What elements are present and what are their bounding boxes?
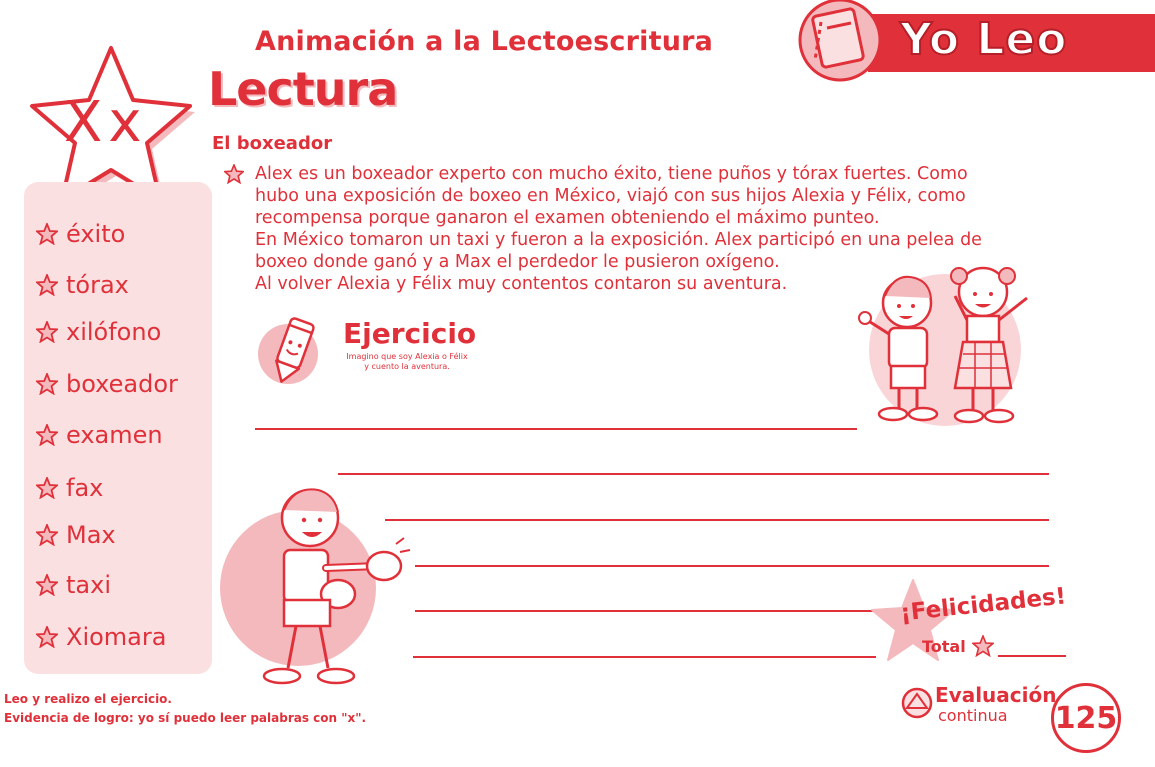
star-bullet-icon [36,574,58,596]
word-label: xilófono [66,318,162,346]
pencil-icon [254,310,334,390]
story-line: recompensa porque ganaron el examen obteniendo el máximo punteo. [255,208,880,228]
word-list-item [36,571,111,599]
star-bullet-icon [36,477,58,499]
series-title: Animación a la Lectoescritura [255,26,714,57]
story-line: boxeo donde ganó y a Max el perdedor le pusieron oxígeno. [255,252,780,272]
word-label: fax [66,474,104,502]
section-title: Lectura [208,62,398,116]
letter-badge-text: Xx [64,90,148,155]
writing-line[interactable] [415,610,878,612]
story-line: En México tomaron un taxi y fueron a la exposición. Alex participó en una pelea de [255,230,982,250]
word-label: taxi [66,571,111,599]
word-label: éxito [66,220,126,248]
word-label: tórax [66,271,129,299]
story-line: hubo una exposición de boxeo en México, viajó con sus hijos Alexia y Félix, como [255,186,966,206]
writing-line[interactable] [413,656,876,658]
exercise-instruction [337,352,477,372]
star-bullet-icon [36,424,58,446]
star-bullet-icon [36,223,58,245]
word-list-item [36,421,163,449]
exercise-instruction-line: y cuento la aventura. [364,362,450,371]
footer-achievement: Evidencia de logro: yo sí puedo leer palabras con "x". [4,711,367,725]
word-list-item [36,271,129,299]
word-list-item [36,220,125,248]
footer-instruction: Leo y realizo el ejercicio. [4,692,172,706]
word-list-item [36,623,166,651]
story-line: Alex es un boxeador experto con mucho éxito, tiene puños y tórax fuertes. Como [255,164,968,184]
word-label: Xiomara [66,623,167,651]
writing-line[interactable] [385,519,1049,521]
story-title: El boxeador [212,133,333,154]
total-label: Total [922,637,966,656]
word-list-item [36,318,161,346]
word-list-item [36,370,178,398]
star-bullet-icon [36,524,58,546]
page-number: 125 [1051,683,1121,753]
word-list-item [36,521,116,549]
word-list-item [36,474,103,502]
word-label: Max [66,521,116,549]
exercise-instruction-line: Imagino que soy Alexia o Félix [346,352,468,361]
star-bullet-icon [36,274,58,296]
star-bullet-icon [224,164,244,184]
brand-title: Yo Leo [900,14,1068,65]
exercise-title: Ejercicio [343,317,477,350]
story-line: Al volver Alexia y Félix muy contentos contaron su aventura. [255,274,788,294]
writing-line[interactable] [415,565,1049,567]
evaluation-title: Evaluación [935,683,1057,707]
evaluation-icon [900,686,934,720]
evaluation-subtitle: continua [938,706,1008,725]
congrats-text: ¡Felicidades! [899,583,1068,627]
writing-line[interactable] [338,473,1049,475]
star-bullet-icon [36,373,58,395]
star-bullet-icon [36,626,58,648]
star-bullet-icon [972,635,994,657]
star-bullet-icon [36,321,58,343]
writing-line[interactable] [255,428,857,430]
children-illustration [855,258,1055,430]
notebook-icon [797,0,883,86]
boxer-illustration [218,478,414,690]
word-label: examen [66,421,163,449]
word-label: boxeador [66,370,178,398]
total-score-line[interactable] [998,655,1066,657]
